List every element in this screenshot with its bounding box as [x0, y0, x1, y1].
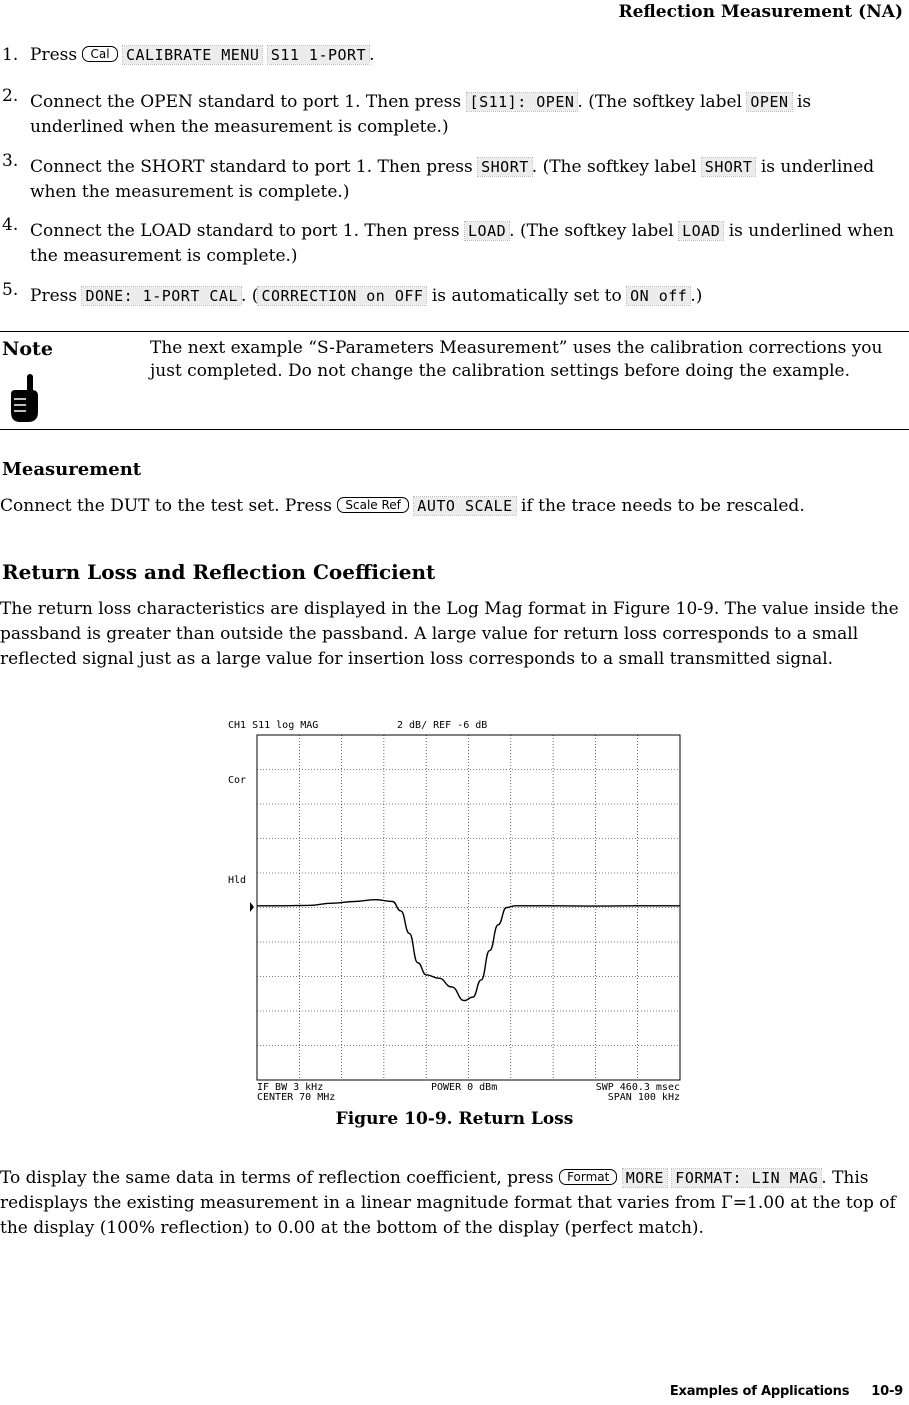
note-bottom-rule: [0, 429, 909, 430]
s11-open-softkey[interactable]: [S11]: OPEN: [467, 93, 578, 111]
short-softkey-label: SHORT: [702, 158, 756, 176]
step-number: 3.: [2, 151, 19, 171]
step-text: is underlined when the measurement is complete.): [30, 221, 894, 266]
footer-center: CENTER 70 MHz: [257, 1092, 336, 1103]
step-text: Connect the LOAD standard to port 1. Then press: [30, 221, 460, 241]
step-1: [2, 43, 902, 68]
note-text: The next example “S-Parameters Measurement” uses the calibration corrections you just completed. Do not change the calibration settings before doing the example.: [150, 338, 883, 381]
grid: [257, 735, 680, 1080]
cal-hardkey[interactable]: Cal: [82, 46, 117, 62]
step-number: 5.: [2, 280, 19, 300]
load-softkey[interactable]: LOAD: [465, 222, 509, 240]
page-number: 10-9: [871, 1384, 903, 1399]
s11-trace: [257, 900, 680, 1001]
more-softkey[interactable]: MORE: [623, 1169, 667, 1187]
footer-power: POWER 0 dBm: [431, 1082, 498, 1093]
chart-header-right: 2 dB/ REF -6 dB: [397, 720, 488, 731]
paragraph-text: . This redisplays the existing measurement in a linear magnitude format that varies from Γ=1.00 at the top of the display (100% reflection) to 0.00 at the bottom of the display (perfect match).: [0, 1168, 896, 1238]
scale-ref-hardkey[interactable]: Scale Ref: [337, 497, 409, 513]
pointing-hand-icon: [8, 372, 40, 424]
footer-span: SPAN 100 kHz: [607, 1092, 680, 1103]
annotation-hld: Hld: [228, 875, 247, 886]
correction-on-off-softkey[interactable]: CORRECTION on OFF: [258, 287, 426, 305]
done-1-port-cal-softkey[interactable]: DONE: 1-PORT CAL: [82, 287, 241, 305]
format-hardkey[interactable]: Format: [559, 1169, 617, 1185]
step-number: 4.: [2, 215, 19, 235]
step-4: [2, 215, 902, 269]
step-text: Press: [30, 45, 78, 65]
footer-if-bw: IF BW 3 kHz: [257, 1082, 324, 1093]
measurement-heading: Measurement: [2, 459, 142, 480]
step-2: [2, 86, 902, 140]
note-top-rule: [0, 331, 909, 332]
step-text: .): [690, 286, 703, 306]
return-loss-paragraph: The return loss characteristics are displayed in the Log Mag format in Figure 10-9. The value inside the passband is greater than outside the passband. A large value for return loss corresponds to a small reflected signal just as a large value for insertion loss corresponds to a small transmitted signal.: [0, 599, 899, 669]
step-text: is underlined when the measurement is complete.): [30, 92, 812, 137]
step-3: [2, 151, 902, 205]
return-loss-plot: [226, 715, 686, 1105]
step-text: Press: [30, 286, 78, 306]
annotation-cor: Cor: [228, 775, 247, 786]
footer-sweep-time: SWP 460.3 msec: [595, 1082, 680, 1093]
open-softkey-label: OPEN: [747, 93, 791, 111]
page-footer: [670, 1384, 903, 1399]
short-softkey[interactable]: SHORT: [478, 158, 532, 176]
paragraph-text: Connect the DUT to the test set. Press: [0, 496, 332, 516]
format-lin-mag-softkey[interactable]: FORMAT: LIN MAG: [672, 1169, 821, 1187]
calibrate-menu-softkey[interactable]: CALIBRATE MENU: [123, 46, 262, 64]
note-label: Note: [2, 338, 53, 360]
auto-scale-softkey[interactable]: AUTO SCALE: [414, 497, 515, 515]
step-text: Connect the SHORT standard to port 1. Then press: [30, 157, 473, 177]
figure-caption: Figure 10-9. Return Loss: [335, 1109, 574, 1129]
step-text: . (The softkey label: [577, 92, 742, 112]
step-text: . (: [240, 286, 259, 306]
chart-header-left: CH1 S11 log MAG: [228, 720, 319, 731]
step-text: . (The softkey label: [509, 221, 674, 241]
running-header: Reflection Measurement (NA): [618, 2, 903, 22]
lin-mag-paragraph: [0, 1166, 905, 1241]
footer-section: Examples of Applications: [669, 1384, 850, 1399]
step-number: 1.: [2, 45, 19, 65]
step-text: is automatically set to: [431, 286, 622, 306]
step-text: is underlined when the measurement is complete.): [30, 157, 875, 202]
step-text: Connect the OPEN standard to port 1. Then press: [30, 92, 462, 112]
measurement-paragraph: [0, 494, 905, 519]
paragraph-text: To display the same data in terms of reflection coefficient, press: [0, 1168, 554, 1188]
step-text: .: [369, 45, 375, 65]
step-5: [2, 280, 902, 309]
step-number: 2.: [2, 86, 19, 106]
return-loss-heading: Return Loss and Reflection Coefficient: [2, 560, 436, 584]
step-text: . (The softkey label: [531, 157, 697, 177]
reference-marker-icon: [250, 902, 254, 912]
s11-1-port-softkey[interactable]: S11 1-PORT: [268, 46, 369, 64]
load-softkey-label: LOAD: [679, 222, 723, 240]
on-off-softkey-label: ON off: [627, 287, 690, 305]
paragraph-text: if the trace needs to be rescaled.: [521, 496, 805, 516]
